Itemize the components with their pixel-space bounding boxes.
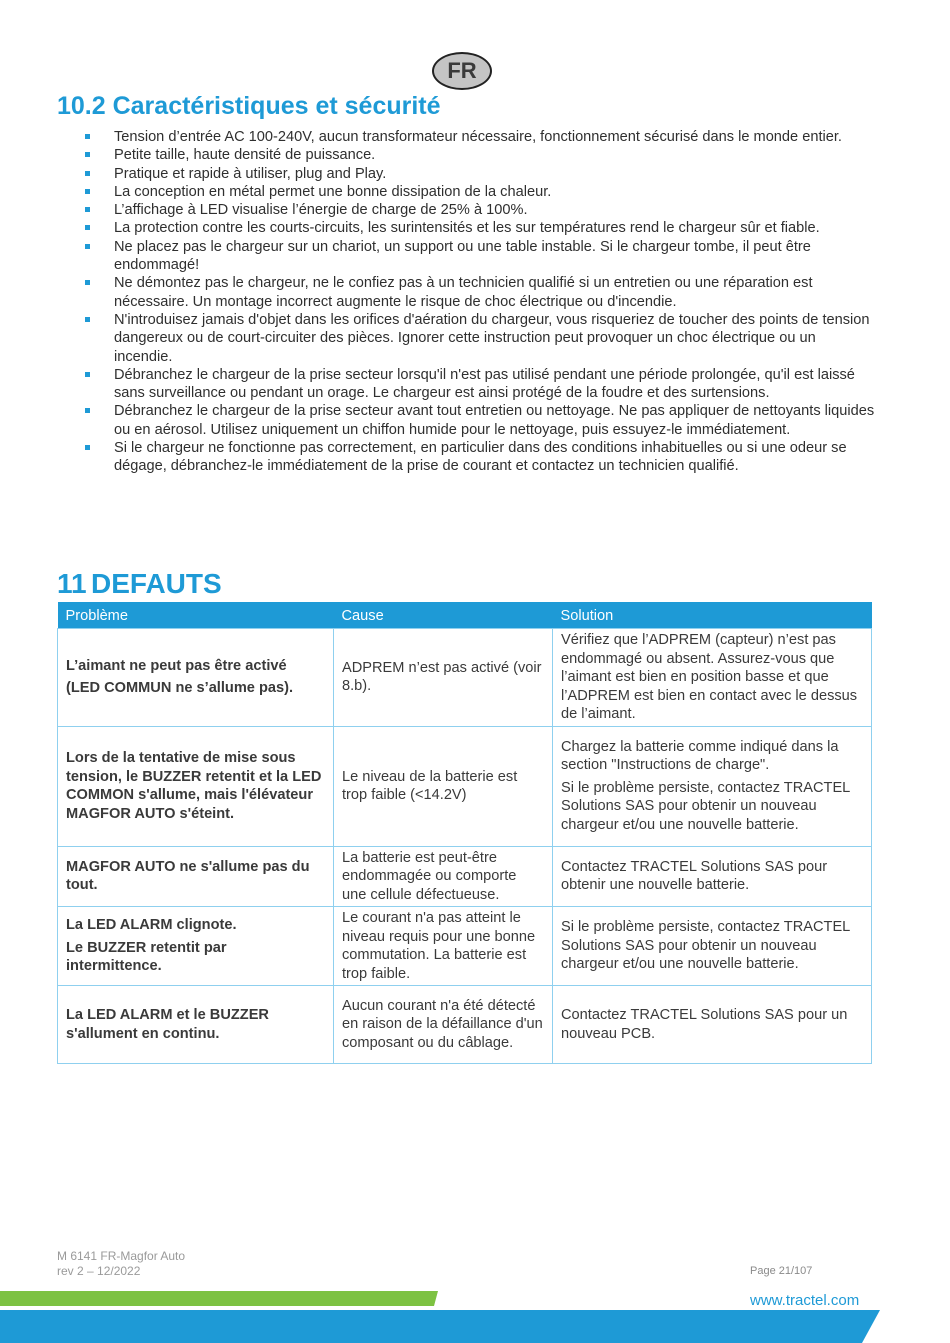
- list-item: L’affichage à LED visualise l’énergie de charge de 25% à 100%.: [85, 201, 875, 219]
- problem-cell: La LED ALARM clignote. Le BUZZER retentit par intermittence.: [58, 907, 334, 986]
- column-header-problem: Problème: [58, 602, 334, 629]
- cause-cell: ADPREM n’est pas activé (voir 8.b).: [334, 629, 553, 727]
- list-item: Débranchez le chargeur de la prise secteur lorsqu'il n'est pas utilisé pendant une période prolongée, qu'il est laissé sans surveillance ou pendant un orage. Le chargeur est ainsi protégé de la foudre et des surtensions.: [85, 366, 875, 403]
- list-item: Si le chargeur ne fonctionne pas correctement, en particulier dans des conditions inhabituelles ou si une odeur se dégage, débranchez-le immédiatement de la prise de courant et contactez un technicien qualifié.: [85, 439, 875, 476]
- list-item: Ne démontez pas le chargeur, ne le confiez pas à un technicien qualifié si un entretien ou une réparation est nécessaire. Un montage incorrect augmente le risque de choc électrique ou d'incendie.: [85, 274, 875, 311]
- column-header-cause: Cause: [334, 602, 553, 629]
- solution-cell: Chargez la batterie comme indiqué dans la section "Instructions de charge". Si le problème persiste, contactez TRACTEL Solutions SAS pour obtenir un nouveau chargeur et/ou une nouvelle batterie.: [553, 726, 872, 846]
- problem-cell: L’aimant ne peut pas être activé (LED COMMUN ne s’allume pas).: [58, 629, 334, 727]
- page-number: Page 21/107: [750, 1265, 813, 1277]
- column-header-solution: Solution: [553, 602, 872, 629]
- website-link[interactable]: www.tractel.com: [750, 1292, 860, 1309]
- list-item: Débranchez le chargeur de la prise secteur avant tout entretien ou nettoyage. Ne pas appliquer de nettoyants liquides ou en aérosol. Utilisez uniquement un chiffon humide pour le nettoyage, puis essuyez-le immédiatement.: [85, 402, 875, 439]
- bullet-square-icon: [85, 244, 90, 249]
- solution-cell: Vérifiez que l’ADPREM (capteur) n’est pas endommagé ou absent. Assurez-vous que l’aimant est bien en position basse et que l’ADPREM est bien en contact avec le dessus de l’aimant.: [553, 629, 872, 727]
- bullet-square-icon: [85, 152, 90, 157]
- problem-cell: MAGFOR AUTO ne s'allume pas du tout.: [58, 846, 334, 907]
- bullet-square-icon: [85, 225, 90, 230]
- cause-cell: Aucun courant n'a été détecté en raison de la défaillance d'un composant ou du câblage.: [334, 986, 553, 1064]
- bullet-square-icon: [85, 317, 90, 322]
- document-reference: M 6141 FR-Magfor Auto: [57, 1249, 186, 1263]
- section-number: 11: [57, 568, 87, 599]
- bullet-square-icon: [85, 171, 90, 176]
- list-item: Pratique et rapide à utiliser, plug and Play.: [85, 165, 875, 183]
- list-item: N'introduisez jamais d'objet dans les orifices d'aération du chargeur, vous risqueriez de toucher des points de tension dangereux ou de court-circuiter des pièces. Ignorer cette instruction peut provoquer un choc électrique ou un incendie.: [85, 311, 875, 366]
- list-item: La conception en métal permet une bonne dissipation de la chaleur.: [85, 183, 875, 201]
- problem-cell: La LED ALARM et le BUZZER s'allument en continu.: [58, 986, 334, 1064]
- bullet-square-icon: [85, 134, 90, 139]
- table-row: [58, 726, 872, 846]
- table-header-row: [58, 602, 872, 629]
- footer-color-bars: [0, 1288, 950, 1343]
- cause-cell: Le courant n'a pas atteint le niveau requis pour une bonne commutation. La batterie est trop faible.: [334, 907, 553, 986]
- section-title-characteristics: 10.2 Caractéristiques et sécurité: [57, 92, 441, 120]
- table-row: [58, 907, 872, 986]
- cause-cell: Le niveau de la batterie est trop faible (<14.2V): [334, 726, 553, 846]
- blue-footer-bar: [0, 1310, 880, 1343]
- problem-cell: Lors de la tentative de mise sous tension, le BUZZER retentit et la LED COMMON s'allume, mais l'élévateur MAGFOR AUTO s'éteint.: [58, 726, 334, 846]
- bullet-square-icon: [85, 445, 90, 450]
- bullet-square-icon: [85, 372, 90, 377]
- language-badge: FR: [432, 52, 492, 90]
- bullet-square-icon: [85, 189, 90, 194]
- bullet-square-icon: [85, 408, 90, 413]
- green-footer-bar: [0, 1291, 438, 1306]
- section-title-defauts: [57, 568, 222, 600]
- list-item: Ne placez pas le chargeur sur un chariot, un support ou une table instable. Si le chargeur tombe, il peut être endommagé!: [85, 238, 875, 275]
- solution-cell: Si le problème persiste, contactez TRACTEL Solutions SAS pour obtenir un nouveau chargeur et/ou une nouvelle batterie.: [553, 907, 872, 986]
- bullet-square-icon: [85, 207, 90, 212]
- bullet-square-icon: [85, 280, 90, 285]
- solution-cell: Contactez TRACTEL Solutions SAS pour obtenir une nouvelle batterie.: [553, 846, 872, 907]
- list-item: Tension d’entrée AC 100-240V, aucun transformateur nécessaire, fonctionnement sécurisé dans le monde entier.: [85, 128, 875, 146]
- cause-cell: La batterie est peut-être endommagée ou comporte une cellule défectueuse.: [334, 846, 553, 907]
- table-row: [58, 846, 872, 907]
- characteristics-list: [85, 128, 875, 476]
- section-title-text: DEFAUTS: [91, 568, 222, 599]
- troubleshooting-table: [57, 602, 872, 1064]
- footer-document-info: [57, 1249, 185, 1279]
- table-row: [58, 629, 872, 727]
- list-item: Petite taille, haute densité de puissance.: [85, 146, 875, 164]
- list-item: La protection contre les courts-circuits, les surintensités et les sur températures rend le chargeur sûr et fiable.: [85, 219, 875, 237]
- table-row: [58, 986, 872, 1064]
- document-revision: rev 2 – 12/2022: [57, 1264, 141, 1278]
- solution-cell: Contactez TRACTEL Solutions SAS pour un nouveau PCB.: [553, 986, 872, 1064]
